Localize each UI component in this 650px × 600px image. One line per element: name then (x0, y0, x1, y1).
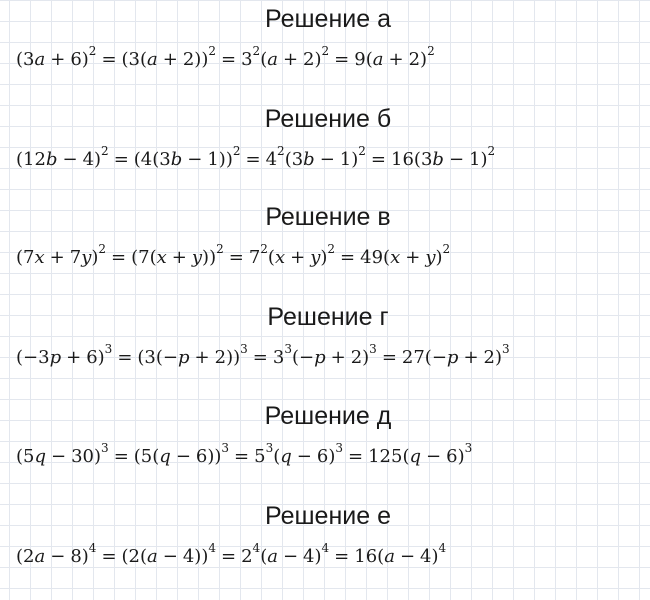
formula-text: 1)) (207, 149, 233, 170)
formula-operator: − (448, 149, 465, 170)
formula-text: ) (91, 247, 99, 268)
formula-exponent: 2 (321, 44, 330, 58)
formula-exponent: 2 (252, 44, 261, 58)
formula-exponent: 3 (221, 441, 230, 455)
formula-operator: = (245, 149, 261, 170)
formula-exponent: 3 (265, 441, 274, 455)
formula-operator: = (101, 546, 117, 567)
formula-text: (2 (16, 546, 35, 567)
formula-text: ) (435, 247, 443, 268)
formula-variable: x (156, 247, 167, 268)
formula-variable: p (314, 347, 326, 368)
solution-d-title: Решение д (264, 402, 392, 430)
solution-b-title: Решение б (264, 105, 392, 133)
formula-variable: x (390, 247, 401, 268)
formula-text: 49( (360, 247, 391, 268)
formula-text: 2) (303, 49, 322, 70)
formula-text: 5 (254, 446, 266, 467)
formula-operator: + (194, 347, 210, 368)
solution-g (0, 298, 650, 398)
formula-variable: a (384, 546, 395, 567)
formula-text: 7 (248, 247, 261, 268)
formula-exponent: 2 (232, 144, 241, 158)
formula-text: 4)) (182, 546, 209, 567)
formula-text: )) (202, 247, 217, 268)
solution-v (0, 198, 650, 298)
formula-operator: = (228, 247, 244, 268)
formula-operator: = (221, 546, 237, 567)
formula-operator: + (330, 347, 346, 368)
formula-operator: + (66, 347, 82, 368)
formula-text: ( (267, 247, 275, 268)
formula-variable: a (147, 49, 158, 70)
formula-text: 16(3 (391, 149, 433, 170)
formula-operator: = (234, 446, 250, 467)
formula-text: 1) (339, 149, 359, 170)
formula-variable: x (34, 247, 45, 268)
formula-operator: − (319, 149, 335, 170)
formula-variable: q (34, 446, 47, 467)
formula-text: ( (273, 446, 281, 467)
formula-variable: b (170, 149, 183, 170)
formula-variable: b (45, 149, 58, 170)
formula-text: ) (320, 247, 328, 268)
formula-text: (7( (131, 247, 157, 268)
formula-exponent: 3 (369, 342, 377, 356)
formula-operator: − (162, 546, 178, 567)
formula-text: 3 (272, 347, 285, 368)
formula-text: 6) (70, 49, 89, 70)
formula-exponent: 2 (88, 44, 97, 58)
formula-exponent: 2 (487, 144, 496, 158)
formula-variable: y (310, 247, 321, 268)
formula-text: 2)) (182, 49, 209, 70)
formula-text: 16( (354, 546, 385, 567)
formula-variable: q (159, 446, 171, 467)
formula-text: 3 (241, 49, 253, 70)
formula-text: 6) (446, 446, 465, 467)
formula-variable: q (409, 446, 422, 467)
formula-operator: = (113, 446, 129, 467)
formula-text: (3 (284, 149, 304, 170)
solution-a (0, 0, 650, 100)
formula-variable: a (372, 49, 384, 70)
formula-operator: + (162, 49, 178, 70)
formula-variable: y (81, 247, 92, 268)
formula-exponent: 3 (502, 342, 510, 356)
solution-g-formula (16, 344, 510, 372)
formula-exponent: 4 (438, 541, 447, 555)
formula-variable: a (34, 546, 46, 567)
formula-text: 4) (82, 149, 102, 170)
formula-operator: + (50, 49, 66, 70)
formula-text: 2)) (214, 347, 241, 368)
formula-text: (3( (121, 49, 148, 70)
solution-e-formula (16, 543, 446, 571)
formula-exponent: 2 (327, 242, 336, 256)
formula-variable: p (446, 347, 459, 368)
formula-operator: = (101, 49, 117, 70)
formula-text: (7 (16, 247, 35, 268)
formula-text: ( (260, 546, 268, 567)
formula-operator: = (221, 49, 237, 70)
formula-text: ( (260, 49, 268, 70)
solution-g-title: Решение г (267, 303, 389, 331)
formula-variable: q (280, 446, 292, 467)
formula-text: (5( (133, 446, 160, 467)
formula-exponent: 3 (464, 441, 473, 455)
formula-exponent: 2 (277, 144, 285, 158)
solution-d-formula (16, 443, 472, 471)
formula-operator: = (252, 347, 268, 368)
formula-exponent: 2 (98, 242, 107, 256)
formula-text: (2( (121, 546, 148, 567)
formula-operator: = (348, 446, 364, 467)
formula-text: 6) (316, 446, 336, 467)
formula-text: 2) (350, 347, 370, 368)
formula-exponent: 3 (101, 441, 109, 455)
formula-variable: a (267, 49, 278, 70)
solution-e (0, 497, 650, 597)
formula-operator: = (334, 49, 350, 70)
formula-text: (3 (16, 49, 35, 70)
formula-exponent: 2 (358, 144, 366, 158)
formula-operator: − (51, 446, 67, 467)
formula-variable: p (178, 347, 190, 368)
formula-variable: b (432, 149, 444, 170)
formula-text: 30) (71, 446, 102, 467)
formula-operator: + (49, 247, 65, 268)
formula-operator: − (282, 546, 299, 567)
formula-text: (12 (16, 149, 46, 170)
formula-text: 4) (420, 546, 439, 567)
solution-e-title: Решение е (265, 502, 391, 530)
formula-operator: + (282, 49, 299, 70)
formula-text: (−3 (16, 347, 50, 368)
formula-exponent: 2 (427, 44, 435, 58)
formula-text: 4 (265, 149, 278, 170)
formula-operator: = (340, 247, 356, 268)
formula-exponent: 2 (216, 242, 224, 256)
solution-v-title: Решение в (265, 203, 391, 231)
formula-variable: a (147, 546, 158, 567)
formula-text: 2) (408, 49, 428, 70)
formula-operator: − (426, 446, 442, 467)
solution-a-title: Решение а (265, 5, 391, 33)
formula-exponent: 2 (101, 144, 109, 158)
formula-operator: = (334, 546, 350, 567)
formula-text: 6) (86, 347, 105, 368)
formula-text: 2 (241, 546, 253, 567)
formula-text: 2) (483, 347, 503, 368)
formula-operator: − (399, 546, 416, 567)
formula-operator: − (187, 149, 203, 170)
formula-operator: = (381, 347, 397, 368)
formula-exponent: 2 (208, 44, 216, 58)
formula-text: 9( (354, 49, 373, 70)
formula-exponent: 4 (88, 541, 97, 555)
formula-exponent: 3 (284, 342, 292, 356)
formula-operator: + (171, 247, 187, 268)
formula-exponent: 2 (442, 242, 451, 256)
formula-variable: p (49, 347, 62, 368)
formula-variable: y (425, 247, 436, 268)
formula-text: 6)) (195, 446, 222, 467)
formula-operator: + (405, 247, 421, 268)
formula-operator: = (117, 347, 133, 368)
solution-b-formula (16, 146, 495, 174)
solution-b (0, 100, 650, 200)
formula-text: 4) (303, 546, 322, 567)
formula-exponent: 4 (208, 541, 216, 555)
formula-operator: = (113, 149, 129, 170)
formula-text: 1) (469, 149, 488, 170)
formula-text: (− (291, 347, 315, 368)
formula-text: 125( (368, 446, 410, 467)
formula-operator: − (296, 446, 312, 467)
formula-variable: y (191, 247, 203, 268)
solution-d (0, 397, 650, 497)
formula-text: 27(− (401, 347, 447, 368)
formula-operator: + (388, 49, 404, 70)
formula-operator: − (50, 546, 66, 567)
formula-operator: = (111, 247, 127, 268)
formula-operator: − (175, 446, 191, 467)
formula-text: 8) (70, 546, 89, 567)
formula-exponent: 3 (240, 342, 248, 356)
formula-text: (3(− (137, 347, 178, 368)
formula-operator: − (62, 149, 78, 170)
formula-variable: b (303, 149, 315, 170)
formula-variable: a (267, 546, 278, 567)
formula-exponent: 4 (252, 541, 261, 555)
formula-text: (4(3 (133, 149, 171, 170)
formula-variable: x (274, 247, 286, 268)
solution-v-formula (16, 244, 450, 272)
formula-exponent: 2 (260, 242, 268, 256)
formula-exponent: 3 (335, 441, 344, 455)
formula-text: 7 (69, 247, 82, 268)
formula-text: (5 (16, 446, 35, 467)
formula-operator: + (463, 347, 479, 368)
formula-exponent: 3 (104, 342, 113, 356)
formula-operator: + (290, 247, 306, 268)
solution-a-formula (16, 46, 435, 74)
formula-exponent: 4 (321, 541, 330, 555)
formula-operator: = (370, 149, 387, 170)
formula-variable: a (34, 49, 46, 70)
